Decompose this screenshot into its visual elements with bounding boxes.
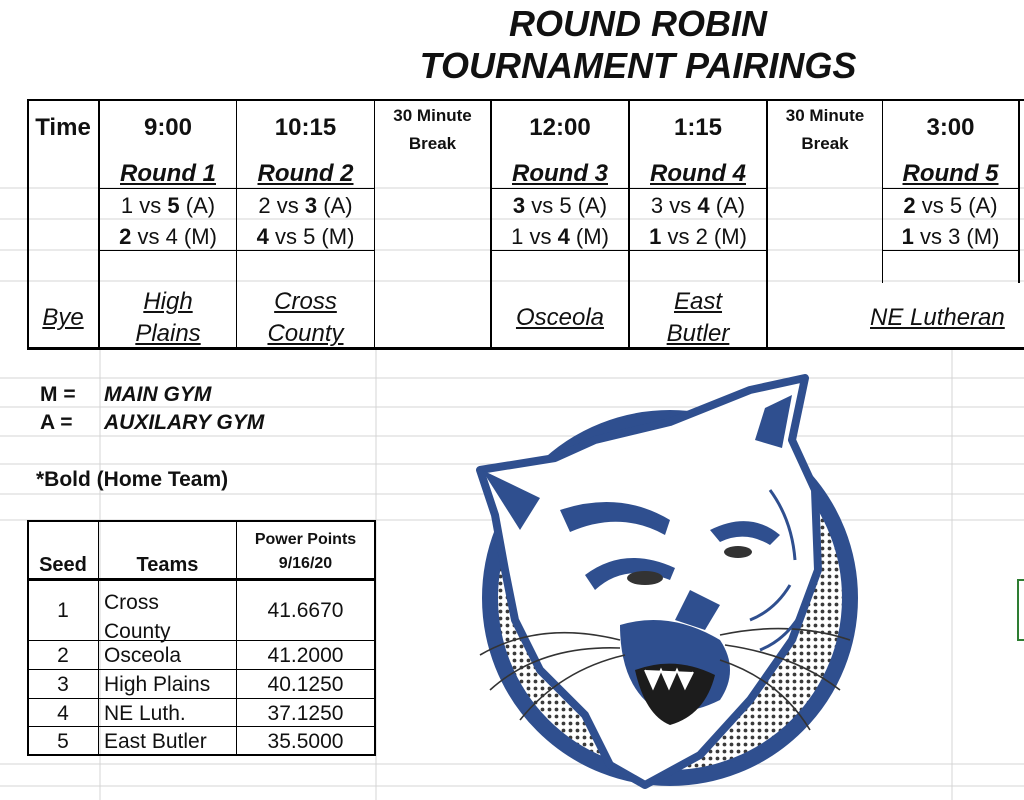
seed-cell: 3 [57,673,69,696]
bye-team-line: Cross [274,288,337,315]
seed-table-border [27,578,376,581]
seed-table-border [27,640,376,641]
round-label: Round 5 [902,160,999,187]
vs-text: vs [525,193,560,218]
vs-text: vs [913,224,949,249]
team-seed: 3 [948,224,961,249]
gym-code: (A) [317,193,353,218]
bye-team [630,286,766,350]
time-header: Time [35,114,91,141]
bye-team-line: Butler [666,320,730,347]
matchup [630,226,766,248]
bye-team: NE Lutheran [870,304,1005,331]
points-cell: 40.1250 [267,673,344,696]
vs-text: vs [661,224,696,249]
vs-text: vs [133,193,168,218]
home-seed: 5 [167,193,180,218]
home-seed: 2 [903,193,916,218]
matchup [237,195,374,217]
matchup [492,195,628,217]
cougar-mascot-icon [420,370,880,800]
matchup-border [492,250,767,251]
round-label: Round 4 [650,160,746,187]
time-slot: 1:15 [673,114,723,141]
vs-text: vs [268,224,304,249]
break-line-2: Break [801,134,849,153]
team-cell: NE Luth. [104,702,186,725]
home-seed: 3 [304,193,318,218]
gym-code: (A) [179,193,216,218]
title-line-2: TOURNAMENT PAIRINGS [419,45,857,86]
team-seed: 4 [165,224,178,249]
vs-text: vs [131,224,166,249]
matchup-border [492,188,767,189]
col-divider [1018,99,1020,283]
matchup-border [100,250,375,251]
bye-team-line: Plains [135,320,201,347]
bye-team-line: East [673,288,723,315]
seed-cell: 1 [57,599,69,622]
seed-table-border [27,698,376,699]
matchup-border [100,188,375,189]
team-cell: Osceola [104,644,182,667]
gym-code: (M) [315,224,355,249]
vs-text: vs [663,193,698,218]
home-seed: 1 [901,224,914,249]
seed-table-border [27,726,376,727]
home-seed: 4 [697,193,710,218]
seed-table-border [27,669,376,670]
time-slot: 9:00 [143,114,193,141]
matchup-border [883,250,1019,251]
time-slot: 12:00 [529,114,591,141]
vs-text: vs [915,193,950,218]
round-label: Round 3 [512,160,608,187]
seed-cell: 4 [57,702,69,725]
seed-table-border [27,520,376,522]
points-cell: 37.1250 [267,702,344,725]
time-slot: 10:15 [274,114,337,141]
teams-header: Teams [136,554,199,576]
legend-m-key: M = [40,383,76,406]
gym-code: (M) [960,224,1000,249]
team-line: Cross [104,591,159,614]
legend-m-value: MAIN GYM [104,383,212,406]
round-label: Round 2 [257,160,354,187]
home-seed: 4 [557,224,570,249]
points-cell: 41.2000 [267,644,344,667]
matchup [883,195,1018,217]
time-slot: 3:00 [926,114,975,141]
matchup [492,226,628,248]
team-seed: 2 [695,224,708,249]
bye-team-line: High [143,288,193,315]
gym-code: (A) [962,193,998,218]
team-seed: 5 [303,224,316,249]
points-cell: 35.5000 [267,730,344,753]
gym-code: (M) [707,224,747,249]
gym-code: (A) [571,193,608,218]
matchup [630,195,766,217]
break-line-1: 30 Minute [393,106,472,125]
seed-table-border [374,520,376,756]
vs-text: vs [270,193,305,218]
seed-table-border [27,754,376,756]
break-line-1: 30 Minute [785,106,865,125]
bye-team: Osceola [515,304,605,331]
legend-a-value: AUXILARY GYM [104,411,265,434]
power-points-date: 9/16/20 [278,555,333,572]
home-seed: 1 [649,224,662,249]
seed-header: Seed [39,554,87,576]
bye-label: Bye [42,304,84,331]
gym-code: (M) [177,224,217,249]
schedule-top-border [27,99,1024,101]
team-seed: 1 [120,193,134,218]
title-line-1: ROUND ROBIN [509,3,767,44]
home-seed: 4 [256,224,269,249]
round-label: Round 1 [120,160,216,187]
power-points-line: Power Points [254,531,357,548]
matchup [100,195,236,217]
team-line: County [104,620,171,643]
vs-text: vs [523,224,558,249]
home-seed: 3 [512,193,526,218]
legend-a-key: A = [40,411,73,434]
matchup-border [883,188,1019,189]
matchup [237,226,374,248]
home-seed: 2 [119,224,132,249]
bye-team [237,286,374,350]
team-cell [104,588,171,646]
team-cell: High Plains [104,673,211,696]
team-seed: 5 [559,193,572,218]
power-points-header [237,528,374,576]
team-seed: 1 [511,224,524,249]
gym-code: (M) [569,224,609,249]
seed-cell: 2 [57,644,69,667]
gym-code: (A) [709,193,746,218]
team-cell: East Butler [104,730,207,753]
team-seed: 2 [258,193,271,218]
bold-home-note: *Bold (Home Team) [36,468,229,491]
break-label [375,102,490,158]
bye-team-line: County [267,320,344,347]
break-label [768,102,882,158]
points-cell: 41.6670 [267,599,344,622]
break-line-2: Break [408,134,457,153]
matchup [883,226,1018,248]
matchup [100,226,236,248]
bye-team [100,286,236,350]
team-seed: 3 [650,193,664,218]
seed-cell: 5 [57,730,69,753]
team-seed: 5 [949,193,963,218]
